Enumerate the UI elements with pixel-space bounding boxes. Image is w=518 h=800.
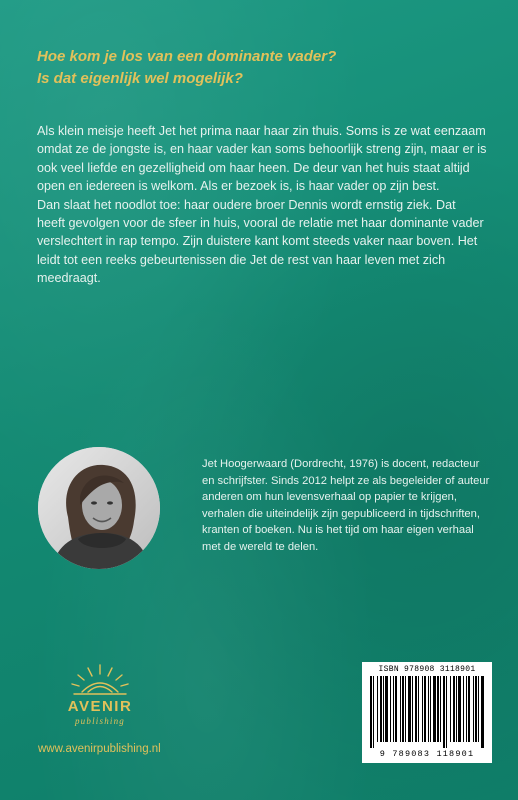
author-photo bbox=[38, 447, 160, 569]
barcode-bars-icon bbox=[370, 676, 484, 748]
barcode-bar bbox=[385, 676, 388, 742]
barcode-bar bbox=[370, 676, 372, 748]
blurb bbox=[37, 122, 487, 288]
barcode-bar bbox=[481, 676, 484, 748]
barcode-bar bbox=[453, 676, 455, 742]
barcode-bar bbox=[428, 676, 429, 742]
barcode-bar bbox=[433, 676, 436, 742]
publisher-website[interactable]: www.avenirpublishing.nl bbox=[38, 743, 161, 755]
isbn-barcode bbox=[362, 662, 492, 763]
barcode-bar bbox=[405, 676, 406, 742]
tagline bbox=[37, 46, 487, 90]
barcode-bar bbox=[393, 676, 394, 742]
sunrise-logo-icon bbox=[60, 662, 140, 698]
publisher-logo bbox=[60, 662, 140, 736]
barcode-bar bbox=[443, 676, 445, 748]
barcode-bar bbox=[380, 676, 382, 742]
barcode-bar bbox=[446, 676, 447, 748]
barcode-bar bbox=[395, 676, 397, 742]
blurb-paragraph-2: Dan slaat het noodlot toe: haar oudere broer Dennis wordt ernstig ziek. Dat heeft gevolgen voor de sfeer in huis, vooral de relatie met haar dominante vader verslechtert in rap tempo. Zijn duistere kant komt steeds vaker naar boven. Het leidt tot een reeks gebeurtenissen die Jet de rest van haar leven met zich meedraagt. bbox=[37, 197, 484, 286]
barcode-bar bbox=[450, 676, 451, 742]
barcode-bar bbox=[418, 676, 419, 742]
publisher-subtitle: publishing bbox=[74, 716, 125, 726]
barcode-bar bbox=[377, 676, 378, 742]
author-bio: Jet Hoogerwaard (Dordrecht, 1976) is docent, redacteur en schrijfster. Sinds 2012 helpt ze als begeleider of auteur anderen om hun levensverhaal op papier te krijgen, verhalen die uiteindelijk zijn gepubliceerd in tijdschriften, kranten of boeken. Nu is het tijd om haar eigen verhaal met de wereld te delen. bbox=[202, 458, 490, 553]
barcode-bar bbox=[468, 676, 470, 742]
barcode-bar bbox=[430, 676, 431, 742]
barcode-bar bbox=[390, 676, 391, 742]
barcode-bar bbox=[456, 676, 457, 742]
tagline-line-2: Is dat eigenlijk wel mogelijk? bbox=[37, 70, 243, 87]
isbn-label: ISBN 978908 3118901 bbox=[378, 665, 476, 674]
barcode-bar bbox=[475, 676, 477, 742]
barcode-bar bbox=[466, 676, 467, 742]
publisher-name: AVENIR bbox=[67, 698, 133, 715]
barcode-bar bbox=[424, 676, 426, 742]
barcode-bar bbox=[373, 676, 374, 748]
author-portrait-image bbox=[38, 447, 160, 569]
barcode-bar bbox=[473, 676, 474, 742]
barcode-bar bbox=[402, 676, 404, 742]
barcode-bar bbox=[408, 676, 411, 742]
barcode-bar bbox=[440, 676, 441, 742]
barcode-bar bbox=[422, 676, 423, 742]
barcode-bar bbox=[400, 676, 401, 742]
barcode-bar bbox=[478, 676, 479, 742]
barcode-bar bbox=[412, 676, 413, 742]
tagline-line-1: Hoe kom je los van een dominante vader? bbox=[37, 48, 337, 65]
barcode-bar bbox=[437, 676, 439, 742]
barcode-bar bbox=[463, 676, 464, 742]
blurb-paragraph-1: Als klein meisje heeft Jet het prima naar haar zin thuis. Soms is ze wat eenzaam omdat ze de jongste is, en haar vader kan soms behoorlijk streng zijn, maar er is ook veel liefde en gezelligheid om haar heen. De deur van het huis staat altijd open en iedereen is welkom. Als er bezoek is, is haar vader op zijn best. bbox=[37, 124, 487, 194]
barcode-bar bbox=[383, 676, 384, 742]
barcode-bar bbox=[415, 676, 417, 742]
barcode-bar bbox=[458, 676, 461, 742]
isbn-digits: 9 789083 118901 bbox=[379, 749, 475, 759]
